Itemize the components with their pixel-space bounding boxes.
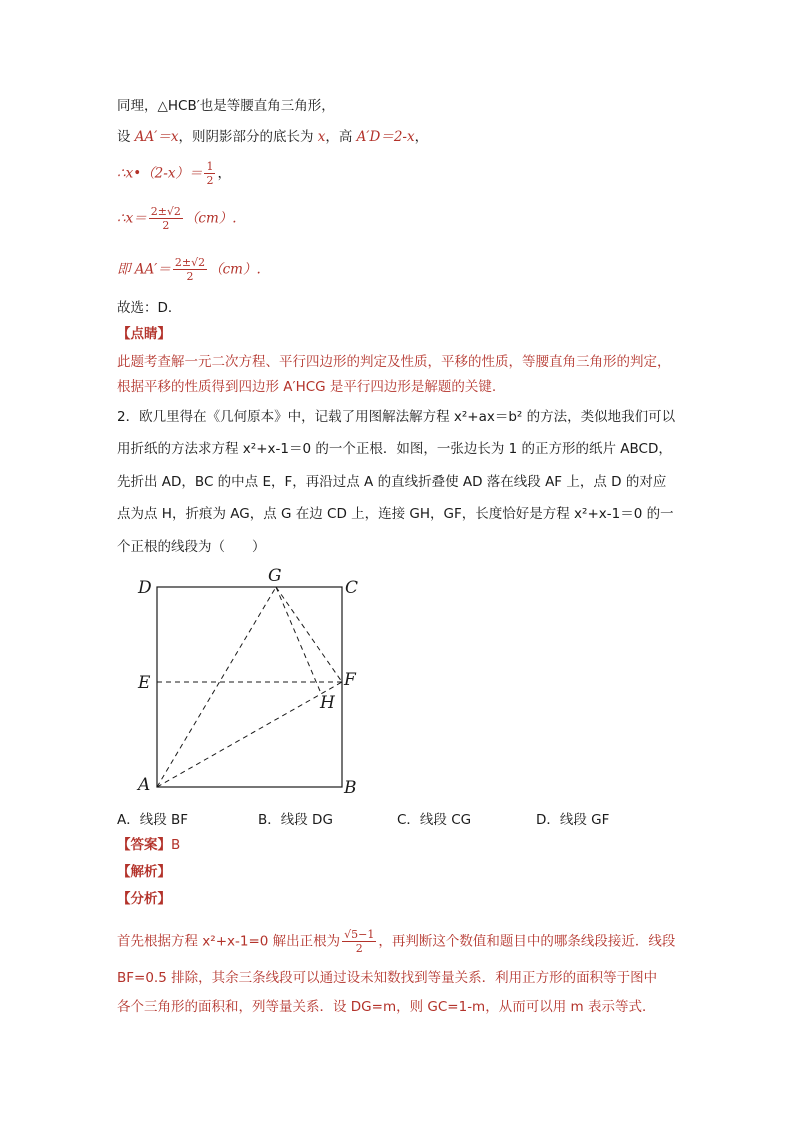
option-b[interactable]: B．线段 DG — [258, 812, 333, 828]
math: AA′＝x — [134, 129, 179, 145]
fraction — [173, 256, 207, 283]
math: 即 AA′＝ — [117, 261, 171, 278]
fenxi-label: 【分析】 — [117, 891, 171, 907]
text: ，再判断这个数值和题目中的哪条线段接近．线段 — [378, 933, 676, 950]
question-line-1: 2．欧几里得在《几何原本》中，记载了用图解法解方程 x²+ax＝b² 的方法，类似地我们可以 — [117, 409, 676, 425]
option-c[interactable]: C．线段 CG — [397, 812, 472, 828]
math: A′D＝2-x — [352, 129, 415, 145]
label-a: A — [138, 775, 151, 795]
text: ， — [414, 129, 429, 145]
answer-value: B — [171, 837, 181, 853]
option-a[interactable]: A．线段 BF — [117, 812, 189, 828]
answer-line — [117, 835, 180, 855]
fraction-numerator: 2±√2 — [150, 205, 181, 218]
solution-line-4 — [117, 205, 237, 232]
text: 首先根据方程 x²+x-1=0 解出正根为 — [117, 933, 341, 950]
label-e: E — [138, 673, 151, 693]
segment-gf — [276, 587, 342, 682]
segment-gh — [276, 587, 320, 691]
question-line-4: 点为点 H，折痕为 AG，点 G 在边 CD 上，连接 GH，GF，长度恰好是方程 x²+x-1＝0 的一 — [117, 506, 674, 522]
text: ， — [217, 165, 231, 182]
square-folding-figure — [130, 565, 370, 800]
option-d[interactable]: D．线段 GF — [536, 812, 610, 828]
text: 设 — [117, 129, 135, 145]
comment-line-2: 根据平移的性质得到四边形 A′HCG 是平行四边形是解题的关键. — [117, 379, 497, 395]
analysis-line-3: 各个三角形的面积和，列等量关系．设 DG=m，则 GC=1-m，从而可以用 m 表示等式． — [117, 999, 656, 1015]
solution-line-5 — [117, 256, 261, 283]
fraction — [342, 928, 376, 955]
fraction-numerator: 2±√2 — [174, 256, 206, 269]
solution-line-3 — [117, 160, 231, 187]
label-g: G — [268, 566, 282, 586]
label-d: D — [138, 578, 152, 598]
fraction-numerator: 1 — [206, 160, 214, 173]
label-h: H — [320, 693, 335, 713]
label-b: B — [344, 778, 357, 798]
analysis-line-1 — [117, 928, 675, 955]
math: ∴x•（2-x）＝ — [117, 165, 203, 182]
fraction-denominator: 2 — [162, 219, 170, 232]
segment-ag — [157, 587, 276, 787]
answer-label: 【答案】 — [117, 837, 171, 853]
square-abcd — [157, 587, 342, 787]
question-line-5: 个正根的线段为（ ） — [117, 539, 266, 555]
fraction-denominator: 2 — [186, 270, 194, 283]
fraction-denominator: 2 — [206, 174, 214, 187]
solution-line-1: 同理，△HCB′也是等腰直角三角形， — [117, 98, 335, 114]
text: ，则阴影部分的底长为 — [178, 129, 314, 145]
segment-af — [157, 682, 342, 787]
label-c: C — [345, 578, 359, 598]
analysis-line-2: BF=0.5 排除，其余三条线段可以通过设未知数找到等量关系．利用正方形的面积等于图中 — [117, 970, 658, 986]
solution-line-2 — [117, 127, 428, 147]
label-f: F — [344, 670, 356, 690]
question-line-3: 先折出 AD，BC 的中点 E，F，再沿过点 A 的直线折叠使 AD 落在线段 AF 上，点 D 的对应 — [117, 474, 667, 490]
analysis-label: 【解析】 — [117, 864, 171, 880]
comment-line-1: 此题考查解一元二次方程、平行四边形的判定及性质，平移的性质，等腰直角三角形的判定， — [117, 354, 671, 370]
fraction — [149, 205, 183, 232]
comment-label: 【点睛】 — [117, 326, 171, 342]
solution-line-6: 故选：D． — [117, 300, 182, 316]
math: x — [313, 129, 326, 145]
fraction-denominator: 2 — [355, 942, 363, 955]
fraction — [204, 160, 215, 187]
fraction-numerator: √5−1 — [344, 928, 375, 941]
math: （cm）. — [209, 261, 261, 278]
math: ∴x＝ — [117, 210, 147, 227]
math: （cm）. — [184, 210, 237, 227]
question-line-2: 用折纸的方法求方程 x²+x-1＝0 的一个正根．如图，一张边长为 1 的正方形的纸片 ABCD， — [117, 441, 672, 457]
text: ，高 — [325, 129, 353, 145]
